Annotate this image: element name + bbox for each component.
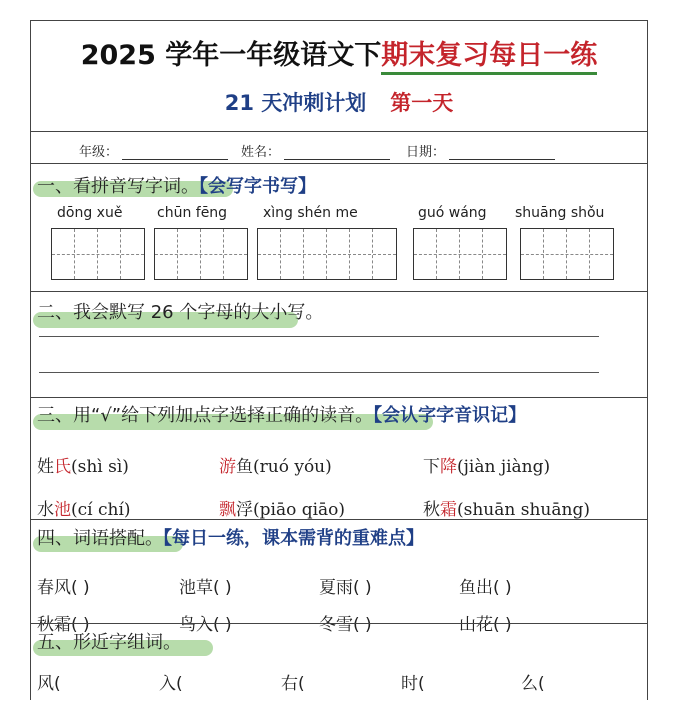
section-1-heading	[37, 172, 316, 198]
plan-line	[31, 87, 647, 117]
writing-grid[interactable]	[51, 228, 145, 280]
writing-grid[interactable]	[520, 228, 614, 280]
word-item[interactable]: 右(	[281, 674, 305, 694]
reading-choice[interactable]: 飘浮(piāo qiāo)	[219, 500, 346, 520]
grade-label: 年级：	[79, 145, 119, 160]
reading-choice[interactable]: 游鱼(ruó yóu)	[219, 457, 332, 477]
title-main: 2025 学年一年级语文下	[80, 40, 382, 71]
worksheet	[30, 20, 648, 700]
match-item[interactable]: 鸟入( )	[179, 615, 232, 635]
word-item[interactable]: 时(	[401, 674, 425, 694]
name-field[interactable]	[241, 141, 390, 160]
name-label: 姓名：	[241, 145, 281, 160]
reading-choice[interactable]: 水池(cí chí)	[37, 500, 131, 520]
pinyin-label: xìng shén me	[263, 205, 358, 221]
date-blank[interactable]	[449, 148, 555, 160]
grade-field[interactable]	[79, 141, 228, 160]
worksheet-title	[31, 33, 647, 72]
name-blank[interactable]	[284, 148, 390, 160]
section-2	[31, 291, 647, 397]
section-4-tag: 【每日一练，课本需背的重难点】	[163, 528, 424, 549]
writing-grid[interactable]	[257, 228, 397, 280]
word-item[interactable]: 么(	[521, 674, 545, 694]
letter-writing-line[interactable]	[39, 336, 599, 337]
match-item[interactable]: 秋霜( )	[37, 615, 90, 635]
pinyin-label: dōng xuě	[57, 205, 123, 221]
section-2-heading: 二、我会默写 26 个字母的大小写。	[37, 302, 324, 323]
pinyin-label: shuāng shǒu	[515, 205, 605, 221]
section-5	[31, 623, 647, 703]
word-item[interactable]: 风(	[37, 674, 61, 694]
reading-choice[interactable]: 下降(jiàn jiàng)	[423, 457, 551, 477]
section-1-title: 一、看拼音写字词。	[37, 176, 199, 197]
student-info-row	[31, 131, 647, 163]
section-3-title: 三、用“√”给下列加点字选择正确的读音。	[37, 405, 374, 426]
date-field[interactable]	[406, 141, 555, 160]
word-item[interactable]: 入(	[159, 674, 183, 694]
pinyin-label: guó wáng	[418, 205, 487, 221]
match-item[interactable]: 春风( )	[37, 578, 90, 598]
match-item[interactable]: 山花( )	[459, 615, 512, 635]
section-5-heading: 五、形近字组词。	[37, 632, 181, 653]
reading-choice[interactable]: 姓氏(shì sì)	[37, 457, 129, 477]
letter-writing-line[interactable]	[39, 372, 599, 373]
writing-grid[interactable]	[154, 228, 248, 280]
writing-grid[interactable]	[413, 228, 507, 280]
match-item[interactable]: 冬雪( )	[319, 615, 372, 635]
section-4-title: 四、词语搭配。	[37, 528, 163, 549]
match-item[interactable]: 池草( )	[179, 578, 232, 598]
plan-label: 21 天冲刺计划	[224, 91, 367, 115]
section-3-heading	[37, 401, 526, 427]
grade-blank[interactable]	[122, 148, 228, 160]
section-3-tag: 【会认字字音识记】	[373, 405, 527, 426]
date-label: 日期：	[406, 145, 446, 160]
match-item[interactable]: 鱼出( )	[459, 578, 512, 598]
title-accent: 期末复习每日一练	[381, 40, 597, 75]
section-1-tag: 【会写字书写】	[199, 176, 316, 197]
match-item[interactable]: 夏雨( )	[319, 578, 372, 598]
day-label: 第一天	[390, 91, 454, 115]
pinyin-label: chūn fēng	[157, 205, 228, 221]
reading-choice[interactable]: 秋霜(shuān shuāng)	[423, 500, 590, 520]
section-4-heading	[37, 524, 424, 550]
